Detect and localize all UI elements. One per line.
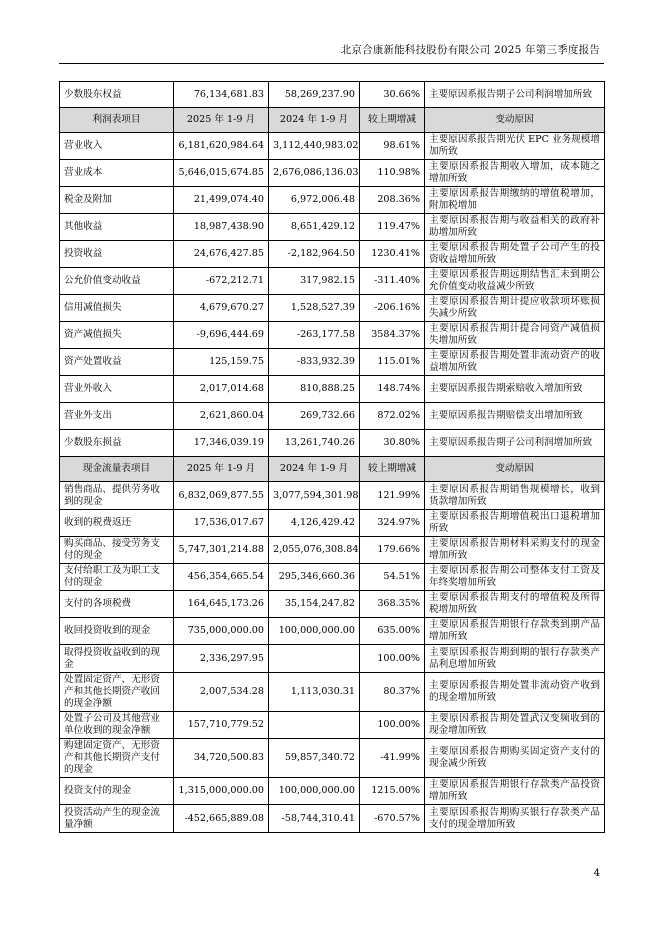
change-reason-cell: 主要原因系报告期购买银行存款类产品支付的现金增加所致 <box>425 805 605 833</box>
change-reason-cell: 主要原因系报告期计提合同资产减值损失增加所致 <box>425 322 605 349</box>
previous-period-cell: 8,651,429.12 <box>269 214 360 241</box>
change-reason-cell: 主要原因系报告期处置子公司产生的投资收益增加所致 <box>425 241 605 268</box>
change-rate-cell: 324.97% <box>360 510 425 537</box>
table-row <box>60 322 605 349</box>
item-cell: 收回投资收到的现金 <box>60 618 174 645</box>
table-row <box>60 510 605 537</box>
table-body <box>60 82 605 833</box>
change-reason-cell: 主要原因系报告期材料采购支付的现金增加所致 <box>425 537 605 564</box>
item-cell: 资产减值损失 <box>60 322 174 349</box>
item-cell: 现金流量表项目 <box>60 457 174 482</box>
table-row <box>60 591 605 618</box>
item-cell: 销售商品、提供劳务收到的现金 <box>60 482 174 510</box>
current-period-cell: 5,646,015,674.85 <box>174 160 269 187</box>
previous-period-cell: 2,055,076,308.84 <box>269 537 360 564</box>
current-period-cell: 34,720,500.83 <box>174 739 269 778</box>
previous-period-cell: 59,857,340.72 <box>269 739 360 778</box>
current-period-cell: 76,134,681.83 <box>174 82 269 108</box>
table-row <box>60 349 605 376</box>
current-period-cell: -9,696,444.69 <box>174 322 269 349</box>
change-rate-cell: 115.01% <box>360 349 425 376</box>
change-reason-cell: 主要原因系报告期计提应收款项坏账损失减少所致 <box>425 295 605 322</box>
current-period-cell: 456,354,665.54 <box>174 564 269 591</box>
previous-period-cell: 100,000,000.00 <box>269 618 360 645</box>
previous-period-cell <box>269 645 360 673</box>
change-rate-cell: 80.37% <box>360 673 425 712</box>
current-period-cell: -672,212.71 <box>174 268 269 295</box>
item-cell: 其他收益 <box>60 214 174 241</box>
change-reason-cell: 主要原因系报告期缴纳的增值税增加，附加税增加 <box>425 187 605 214</box>
table-row <box>60 268 605 295</box>
previous-period-cell: -2,182,964.50 <box>269 241 360 268</box>
change-rate-cell: -311.40% <box>360 268 425 295</box>
report-header-title: 北京合康新能科技股份有限公司 2025 年第三季度报告 <box>340 44 600 56</box>
change-rate-cell: 110.98% <box>360 160 425 187</box>
table-row <box>60 564 605 591</box>
item-cell: 收到的税费返还 <box>60 510 174 537</box>
item-cell: 营业成本 <box>60 160 174 187</box>
table-row <box>60 403 605 430</box>
previous-period-cell: 2,676,086,136.03 <box>269 160 360 187</box>
change-rate-cell: 30.80% <box>360 430 425 457</box>
item-cell: 处置固定资产、无形资产和其他长期资产收回的现金净额 <box>60 673 174 712</box>
change-rate-cell: 54.51% <box>360 564 425 591</box>
current-period-cell: 5,747,301,214.88 <box>174 537 269 564</box>
table-row <box>60 430 605 457</box>
previous-period-cell: 58,269,237.90 <box>269 82 360 108</box>
current-period-cell: 24,676,427.85 <box>174 241 269 268</box>
change-rate-cell: 635.00% <box>360 618 425 645</box>
item-cell: 公允价值变动收益 <box>60 268 174 295</box>
item-cell: 营业外收入 <box>60 376 174 403</box>
change-rate-cell: 1215.00% <box>360 778 425 805</box>
item-cell: 支付的各项税费 <box>60 591 174 618</box>
current-period-cell: 125,159.75 <box>174 349 269 376</box>
current-period-cell: -452,665,889.08 <box>174 805 269 833</box>
change-reason-cell: 主要原因系报告期销售规模增长，收到货款增加所致 <box>425 482 605 510</box>
financial-change-table <box>59 81 605 833</box>
change-rate-cell: 较上期增减 <box>360 457 425 482</box>
previous-period-cell: 2024 年 1-9 月 <box>269 108 360 133</box>
current-period-cell: 17,536,017.67 <box>174 510 269 537</box>
previous-period-cell: -263,177.58 <box>269 322 360 349</box>
change-reason-cell: 主要原因系报告期银行存款类到期产品增加所致 <box>425 618 605 645</box>
change-reason-cell: 主要原因系报告期远期结售汇未到期公允价值变动收益减少所致 <box>425 268 605 295</box>
current-period-cell: 2,017,014.68 <box>174 376 269 403</box>
change-reason-cell: 主要原因系报告期与收益相关的政府补助增加所致 <box>425 214 605 241</box>
change-rate-cell: 179.66% <box>360 537 425 564</box>
item-cell: 少数股东损益 <box>60 430 174 457</box>
table-row <box>60 214 605 241</box>
item-cell: 购买商品、接受劳务支付的现金 <box>60 537 174 564</box>
change-rate-cell: 208.36% <box>360 187 425 214</box>
change-rate-cell: -41.99% <box>360 739 425 778</box>
change-rate-cell: 98.61% <box>360 133 425 160</box>
current-period-cell: 164,645,173.26 <box>174 591 269 618</box>
previous-period-cell: -833,932.39 <box>269 349 360 376</box>
previous-period-cell: 3,077,594,301.98 <box>269 482 360 510</box>
item-cell: 营业外支出 <box>60 403 174 430</box>
change-reason-cell: 主要原因系报告期支付的增值税及所得税增加所致 <box>425 591 605 618</box>
change-reason-cell: 主要原因系报告期处置非流动资产收到的现金增加所致 <box>425 673 605 712</box>
current-period-cell: 4,679,670.27 <box>174 295 269 322</box>
current-period-cell: 6,832,069,877.55 <box>174 482 269 510</box>
previous-period-cell: 35,154,247.82 <box>269 591 360 618</box>
table-row <box>60 187 605 214</box>
current-period-cell: 735,000,000.00 <box>174 618 269 645</box>
item-cell: 营业收入 <box>60 133 174 160</box>
change-rate-cell: 148.74% <box>360 376 425 403</box>
change-rate-cell: 3584.37% <box>360 322 425 349</box>
change-reason-cell: 主要原因系报告期收入增加，成本随之增加所致 <box>425 160 605 187</box>
table-row <box>60 160 605 187</box>
table-row <box>60 133 605 160</box>
change-rate-cell: 较上期增减 <box>360 108 425 133</box>
table-row <box>60 82 605 108</box>
previous-period-cell: 2024 年 1-9 月 <box>269 457 360 482</box>
item-cell: 信用减值损失 <box>60 295 174 322</box>
table-row <box>60 376 605 403</box>
change-rate-cell: 100.00% <box>360 712 425 739</box>
previous-period-cell: 4,126,429.42 <box>269 510 360 537</box>
change-reason-cell: 主要原因系报告期处置非流动资产的收益增加所致 <box>425 349 605 376</box>
table-row <box>60 645 605 673</box>
table-row <box>60 241 605 268</box>
item-cell: 税金及附加 <box>60 187 174 214</box>
cash-flow-header-row <box>60 457 605 482</box>
change-reason-cell: 主要原因系报告期到期的银行存款类产品利息增加所致 <box>425 645 605 673</box>
item-cell: 处置子公司及其他营业单位收到的现金净额 <box>60 712 174 739</box>
current-period-cell: 1,315,000,000.00 <box>174 778 269 805</box>
current-period-cell: 157,710,779.52 <box>174 712 269 739</box>
change-rate-cell: 30.66% <box>360 82 425 108</box>
table-row <box>60 673 605 712</box>
previous-period-cell: 13,261,740.26 <box>269 430 360 457</box>
income-statement-header-row <box>60 108 605 133</box>
current-period-cell: 18,987,438.90 <box>174 214 269 241</box>
table-row <box>60 805 605 833</box>
item-cell: 购建固定资产、无形资产和其他长期资产支付的现金 <box>60 739 174 778</box>
change-rate-cell: -206.16% <box>360 295 425 322</box>
previous-period-cell: 317,982.15 <box>269 268 360 295</box>
change-rate-cell: 121.99% <box>360 482 425 510</box>
previous-period-cell: 3,112,440,983.02 <box>269 133 360 160</box>
table-row <box>60 295 605 322</box>
change-rate-cell: 368.35% <box>360 591 425 618</box>
change-reason-cell: 主要原因系报告期索赔收入增加所致 <box>425 376 605 403</box>
previous-period-cell: 6,972,006.48 <box>269 187 360 214</box>
previous-period-cell <box>269 712 360 739</box>
current-period-cell: 2025 年 1-9 月 <box>174 108 269 133</box>
item-cell: 投资收益 <box>60 241 174 268</box>
change-rate-cell: 119.47% <box>360 214 425 241</box>
previous-period-cell: 100,000,000.00 <box>269 778 360 805</box>
previous-period-cell: -58,744,310.41 <box>269 805 360 833</box>
table-row <box>60 618 605 645</box>
change-reason-cell: 主要原因系报告期子公司利润增加所致 <box>425 82 605 108</box>
item-cell: 取得投资收益收到的现金 <box>60 645 174 673</box>
table-row <box>60 482 605 510</box>
item-cell: 资产处置收益 <box>60 349 174 376</box>
previous-period-cell: 269,732.66 <box>269 403 360 430</box>
change-rate-cell: 1230.41% <box>360 241 425 268</box>
change-reason-cell: 主要原因系报告期处置武汉变频收到的现金增加所致 <box>425 712 605 739</box>
change-reason-cell: 主要原因系报告期银行存款类产品投资增加所致 <box>425 778 605 805</box>
previous-period-cell: 810,888.25 <box>269 376 360 403</box>
table-row <box>60 712 605 739</box>
item-cell: 支付给职工及为职工支付的现金 <box>60 564 174 591</box>
table-row <box>60 739 605 778</box>
table-row <box>60 537 605 564</box>
item-cell: 少数股东权益 <box>60 82 174 108</box>
page-number: 4 <box>593 868 600 879</box>
change-rate-cell: -670.57% <box>360 805 425 833</box>
previous-period-cell: 295,346,660.36 <box>269 564 360 591</box>
current-period-cell: 21,499,074.40 <box>174 187 269 214</box>
current-period-cell: 6,181,620,984.64 <box>174 133 269 160</box>
change-rate-cell: 872.02% <box>360 403 425 430</box>
change-reason-cell: 主要原因系报告期公司整体支付工资及年终奖增加所致 <box>425 564 605 591</box>
item-cell: 利润表项目 <box>60 108 174 133</box>
current-period-cell: 2,621,860.04 <box>174 403 269 430</box>
item-cell: 投资支付的现金 <box>60 778 174 805</box>
change-reason-cell: 主要原因系报告期购买固定资产支付的现金减少所致 <box>425 739 605 778</box>
table-row <box>60 778 605 805</box>
change-rate-cell: 100.00% <box>360 645 425 673</box>
current-period-cell: 2,007,534.28 <box>174 673 269 712</box>
change-reason-cell: 主要原因系报告期增值税出口退税增加所致 <box>425 510 605 537</box>
previous-period-cell: 1,113,030.31 <box>269 673 360 712</box>
change-reason-cell: 主要原因系报告期光伏 EPC 业务规模增加所致 <box>425 133 605 160</box>
change-reason-cell: 变动原因 <box>425 108 605 133</box>
current-period-cell: 2025 年 1-9 月 <box>174 457 269 482</box>
current-period-cell: 17,346,039.19 <box>174 430 269 457</box>
change-reason-cell: 变动原因 <box>425 457 605 482</box>
header-divider <box>59 63 604 64</box>
change-reason-cell: 主要原因系报告期赔偿支出增加所致 <box>425 403 605 430</box>
change-reason-cell: 主要原因系报告期子公司利润增加所致 <box>425 430 605 457</box>
previous-period-cell: 1,528,527.39 <box>269 295 360 322</box>
item-cell: 投资活动产生的现金流量净额 <box>60 805 174 833</box>
current-period-cell: 2,336,297.95 <box>174 645 269 673</box>
